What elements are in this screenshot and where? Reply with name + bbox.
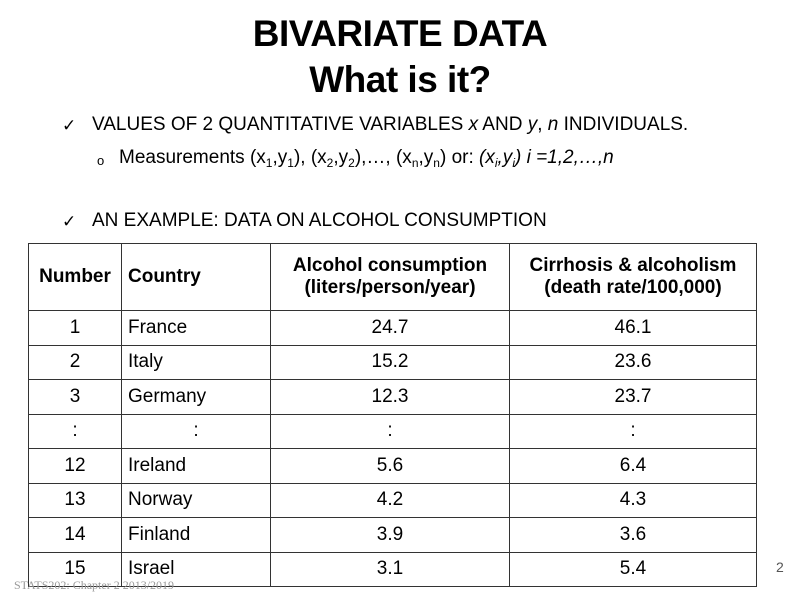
cell-number: 3	[29, 380, 122, 415]
cell-number: 2	[29, 345, 122, 380]
cell-number: 13	[29, 483, 122, 518]
checkmark-icon: ✓	[62, 212, 77, 231]
slide-title-line-1: BIVARIATE DATA	[252, 13, 548, 54]
cell-cirrhosis: 3.6	[510, 518, 757, 553]
cell-country: Germany	[122, 380, 271, 415]
cell-country: France	[122, 311, 271, 346]
table-row	[29, 345, 757, 380]
table-row-ellipsis	[29, 414, 757, 449]
cell-cirrhosis: :	[510, 414, 757, 449]
slide-footer: STATS202: Chapter 2 2013/2019	[14, 578, 175, 592]
cell-alcohol: 3.1	[271, 552, 510, 587]
bullet-bivariate-definition: VALUES OF 2 QUANTITATIVE VARIABLES x AND y, n INDIVIDUALS.	[92, 114, 689, 135]
cell-country: Ireland	[122, 449, 271, 484]
cell-alcohol: :	[271, 414, 510, 449]
table-header-row	[29, 244, 757, 311]
cell-alcohol: 4.2	[271, 483, 510, 518]
cell-country: Italy	[122, 345, 271, 380]
bullet-example: AN EXAMPLE: DATA ON ALCOHOL CONSUMPTION	[92, 210, 547, 231]
cell-number: 14	[29, 518, 122, 553]
table-row	[29, 483, 757, 518]
table-row	[29, 311, 757, 346]
table-row	[29, 518, 757, 553]
checkmark-icon: ✓	[62, 116, 77, 135]
cell-number: 15	[29, 552, 122, 587]
header-number: Number	[29, 244, 122, 311]
cell-cirrhosis: 4.3	[510, 483, 757, 518]
cell-number: :	[29, 414, 122, 449]
cell-country: Norway	[122, 483, 271, 518]
cell-country: :	[122, 414, 271, 449]
alcohol-data-table	[28, 243, 757, 587]
cell-cirrhosis: 23.6	[510, 345, 757, 380]
cell-alcohol: 5.6	[271, 449, 510, 484]
slide-title-line-2: What is it?	[309, 59, 491, 100]
cell-alcohol: 12.3	[271, 380, 510, 415]
header-cirrhosis: Cirrhosis & alcoholism (death rate/100,000)	[510, 244, 757, 311]
cell-number: 12	[29, 449, 122, 484]
header-alcohol: Alcohol consumption (liters/person/year)	[271, 244, 510, 311]
cell-number: 1	[29, 311, 122, 346]
circle-bullet-icon: o	[97, 153, 105, 168]
cell-country: Finland	[122, 518, 271, 553]
cell-alcohol: 24.7	[271, 311, 510, 346]
cell-cirrhosis: 5.4	[510, 552, 757, 587]
cell-country: Israel	[122, 552, 271, 587]
table-row	[29, 449, 757, 484]
table-row	[29, 380, 757, 415]
page-number: 2	[776, 559, 784, 575]
cell-cirrhosis: 46.1	[510, 311, 757, 346]
cell-cirrhosis: 6.4	[510, 449, 757, 484]
cell-alcohol: 15.2	[271, 345, 510, 380]
cell-cirrhosis: 23.7	[510, 380, 757, 415]
cell-alcohol: 3.9	[271, 518, 510, 553]
header-country: Country	[122, 244, 271, 311]
subbullet-measurements: Measurements $(x_1,y_1)$, $(x_2,y_2),\dots$, $(x_n,y_n)$ or: $(x_i,y_i)$ i =1,2,…,n	[119, 147, 614, 170]
